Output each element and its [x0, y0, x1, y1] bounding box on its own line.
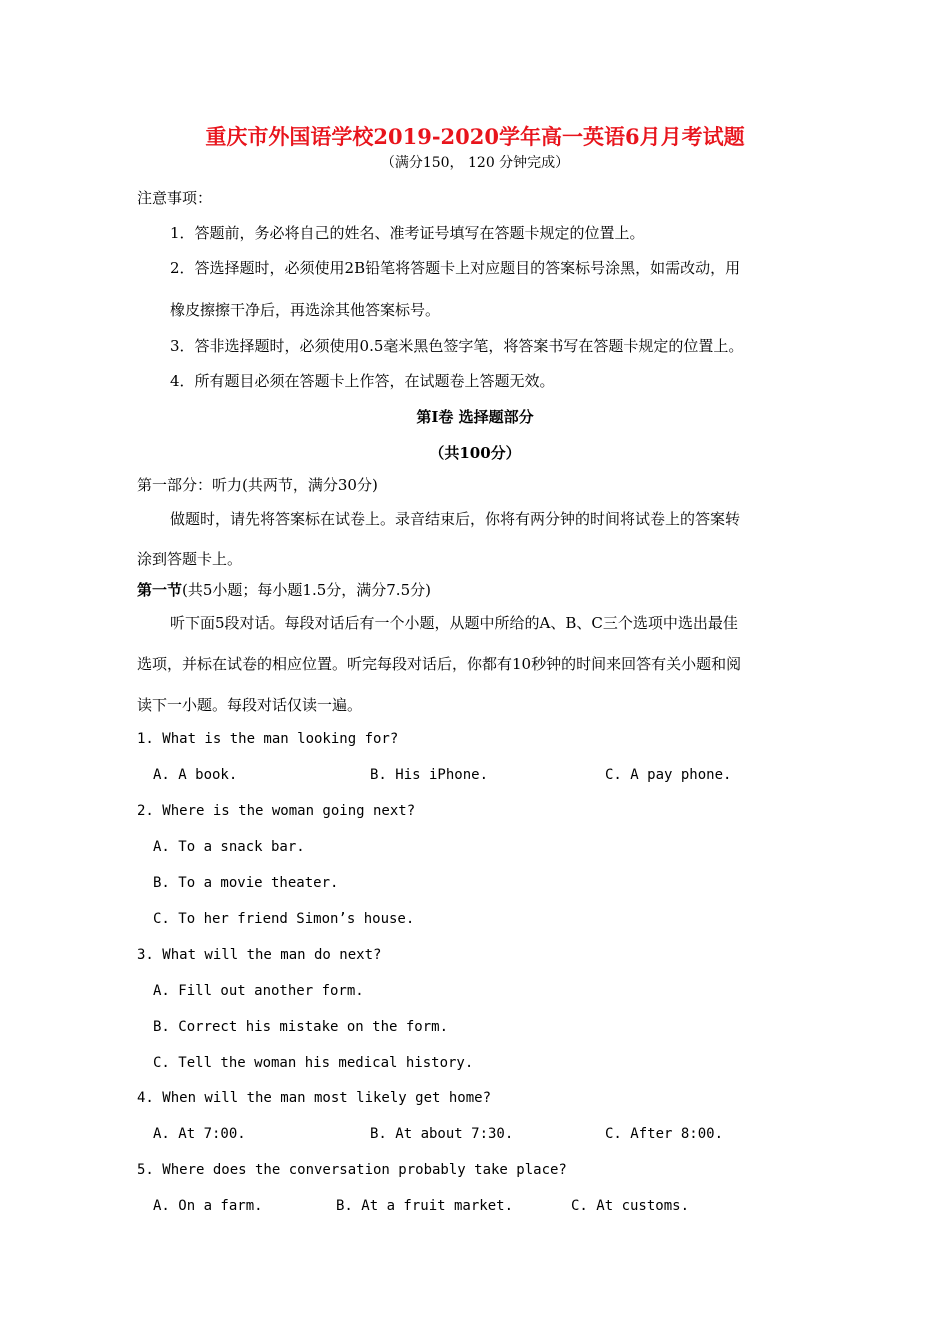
question-1-option-c: C. A pay phone.: [605, 767, 732, 783]
question-2-option-b: B. To a movie theater.: [153, 875, 339, 891]
question-4-option-b: B. At about 7:30.: [370, 1126, 514, 1142]
question-4-option-c: C. After 8:00.: [605, 1126, 724, 1142]
question-3-option-c: C. Tell the woman his medical history.: [153, 1055, 474, 1071]
section1-heading: [137, 579, 431, 600]
volume-points: （共100分）: [429, 444, 521, 462]
part1-instruction: 做题时，请先将答案标在试卷上。录音结束后，你将有两分钟的时间将试卷上的答案转: [170, 510, 741, 528]
question-4: 4. When will the man most likely get home?: [137, 1090, 492, 1106]
question-5-option-b: B. At a fruit market.: [336, 1198, 514, 1214]
question-5-option-c: C. At customs.: [571, 1198, 690, 1214]
notice-heading: 注意事项：: [137, 189, 213, 207]
volume-title: 第Ⅰ卷 选择题部分: [416, 408, 534, 426]
question-2-option-c: C. To her friend Simon’s house.: [153, 911, 415, 927]
notice-item: 3．答非选择题时，必须使用0.5毫米黑色签字笔，将答案书写在答题卡规定的位置上。: [170, 337, 744, 355]
question-5: 5. Where does the conversation probably take place?: [137, 1162, 567, 1178]
question-3-option-a: A. Fill out another form.: [153, 983, 364, 999]
page-title: 重庆市外国语学校2019-2020学年高一英语6月月考试题: [205, 124, 745, 149]
section1-instruction: 选项，并标在试卷的相应位置。听完每段对话后，你都有10秒钟的时间来回答有关小题和阅: [137, 655, 742, 673]
question-1-option-b: B. His iPhone.: [370, 767, 489, 783]
page-subtitle: （满分150， 120 分钟完成）: [380, 155, 570, 171]
notice-item: 1．答题前，务必将自己的姓名、准考证号填写在答题卡规定的位置上。: [170, 224, 645, 242]
part1-instruction: 涂到答题卡上。: [137, 550, 243, 568]
notice-item: 2．答选择题时，必须使用2B铅笔将答题卡上对应题目的答案标号涂黑，如需改动，用: [170, 259, 741, 277]
notice-item: 橡皮擦擦干净后，再选涂其他答案标号。: [170, 301, 441, 319]
question-4-option-a: A. At 7:00.: [153, 1126, 246, 1142]
section1-detail: (共5小题；每小题1.5分，满分7.5分): [182, 581, 431, 599]
question-1-option-a: A. A book.: [153, 767, 238, 783]
question-1: 1. What is the man looking for?: [137, 731, 399, 747]
notice-item: 4．所有题目必须在答题卡上作答，在试题卷上答题无效。: [170, 372, 555, 390]
section1-instruction: 读下一小题。每段对话仅读一遍。: [137, 696, 363, 714]
question-5-option-a: A. On a farm.: [153, 1198, 263, 1214]
question-3: 3. What will the man do next?: [137, 947, 382, 963]
section1-instruction: 听下面5段对话。每段对话后有一个小题，从题中所给的A、B、C三个选项中选出最佳: [170, 614, 738, 632]
question-3-option-b: B. Correct his mistake on the form.: [153, 1019, 449, 1035]
question-2-option-a: A. To a snack bar.: [153, 839, 305, 855]
part1-heading: 第一部分：听力(共两节，满分30分): [137, 476, 378, 494]
question-2: 2. Where is the woman going next?: [137, 803, 416, 819]
section1-label: 第一节: [137, 581, 183, 599]
